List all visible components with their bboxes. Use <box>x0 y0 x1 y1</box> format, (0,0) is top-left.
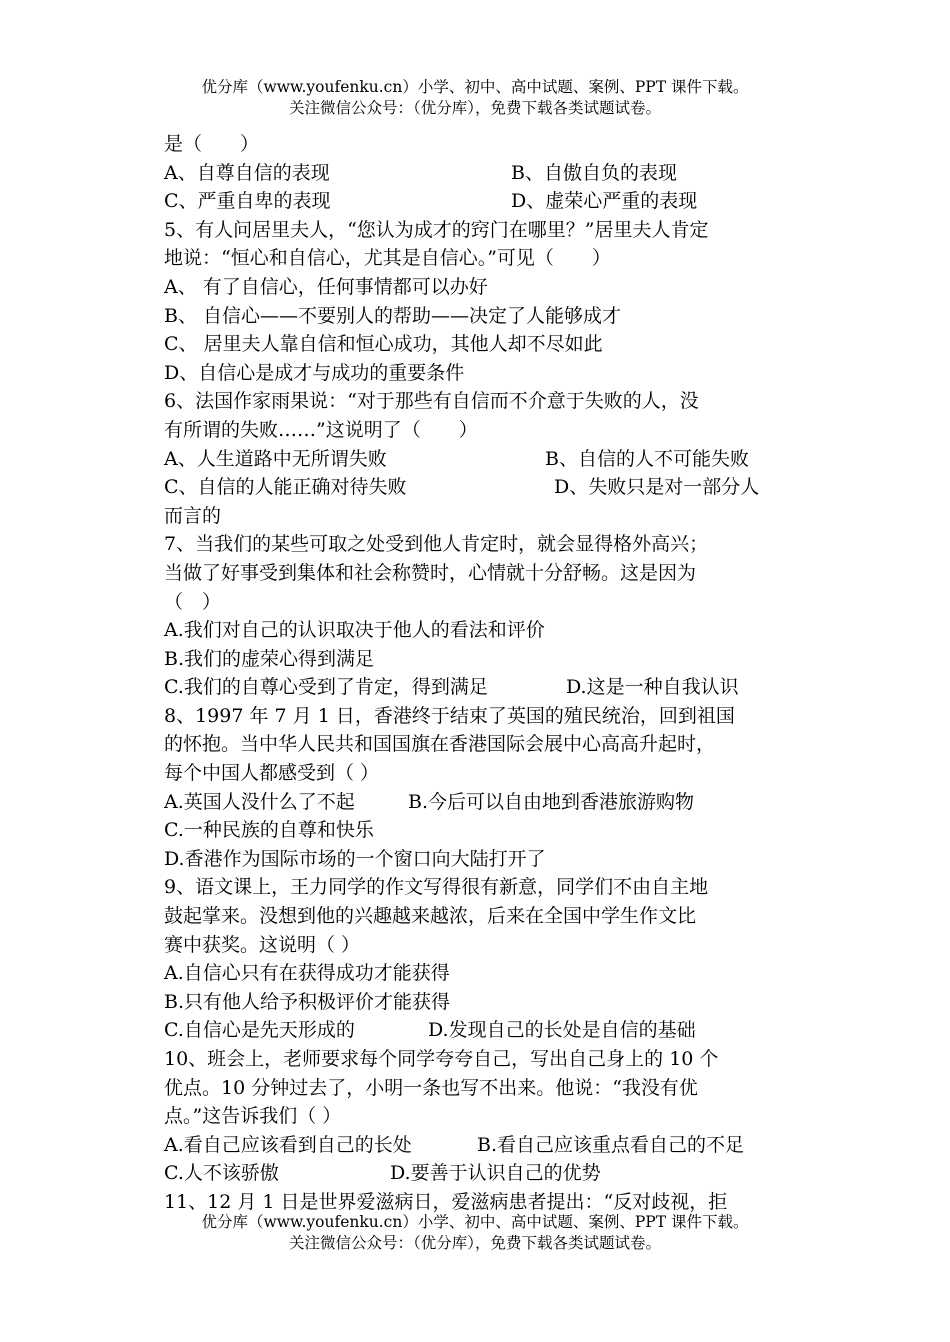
text-line: 6、法国作家雨果说：“对于那些有自信而不介意于失败的人，没 <box>164 390 699 413</box>
text-line: 优点。10 分钟过去了，小明一条也写不出来。他说：“我没有优 <box>164 1076 698 1099</box>
option: B、自傲自负的表现 <box>511 161 677 184</box>
footer-line-1: 优分库（www.youfenku.cn）小学、初中、高中试题、案例、PPT 课件下载。 <box>201 1213 749 1231</box>
header-line-1: 优分库（www.youfenku.cn）小学、初中、高中试题、案例、PPT 课件下载。 <box>201 78 749 96</box>
option: D、虚荣心严重的表现 <box>511 190 698 213</box>
option-row <box>164 445 794 474</box>
option: A.英国人没什么了不起 <box>164 790 355 813</box>
text-line: 地说：“恒心和自信心，尤其是自信心。”可见（ ） <box>164 247 611 270</box>
text-line: 9、语文课上，王力同学的作文写得很有新意，同学们不由自主地 <box>164 876 709 899</box>
option-row <box>164 1016 794 1045</box>
footer-line-2: 关注微信公众号：（优分库），免费下载各类试题试卷。 <box>288 1234 661 1252</box>
option: B.今后可以自由地到香港旅游购物 <box>408 790 695 813</box>
option: A、自尊自信的表现 <box>164 161 330 184</box>
option: B、自信的人不可能失败 <box>545 447 749 470</box>
text-line: 的怀抱。当中华人民共和国国旗在香港国际会展中心高高升起时， <box>164 733 716 756</box>
option-row <box>164 473 794 502</box>
text-line: 赛中获奖。这说明（ ） <box>164 933 361 956</box>
text-line: 10、班会上，老师要求每个同学夸夸自己，写出自己身上的 10 个 <box>164 1048 719 1070</box>
option-row <box>164 1131 794 1160</box>
text-line: A、 有了自信心，任何事情都可以办好 <box>164 275 488 298</box>
page-header <box>0 77 950 119</box>
header-line-2: 关注微信公众号：（优分库），免费下载各类试题试卷。 <box>288 99 661 117</box>
option-row <box>164 159 794 188</box>
text-line: 鼓起掌来。没想到他的兴趣越来越浓，后来在全国中学生作文比 <box>164 905 697 928</box>
page-footer <box>0 1212 950 1254</box>
option-row <box>164 673 794 702</box>
text-line: 5、有人问居里夫人，“您认为成才的窍门在哪里？”居里夫人肯定 <box>164 218 709 241</box>
option-row <box>164 788 794 817</box>
text-line: B.我们的虚荣心得到满足 <box>164 647 375 670</box>
text-line: D、自信心是成才与成功的重要条件 <box>164 361 465 384</box>
option: D.发现自己的长处是自信的基础 <box>428 1019 696 1042</box>
text-line: 每个中国人都感受到（ ） <box>164 762 380 785</box>
text-line: 当做了好事受到集体和社会称赞时，心情就十分舒畅。这是因为 <box>164 561 697 584</box>
text-line: 点。”这告诉我们（ ） <box>164 1105 342 1128</box>
option: C.人不该骄傲 <box>164 1162 279 1185</box>
option: D、失败只是对一部分人 <box>554 476 760 499</box>
option: D.这是一种自我认识 <box>566 676 739 699</box>
text-line: 7、当我们的某些可取之处受到他人肯定时，就会显得格外高兴； <box>164 533 709 556</box>
question-body <box>164 130 794 1217</box>
text-line: 有所谓的失败……”这说明了（ ） <box>164 418 478 441</box>
option: D.要善于认识自己的优势 <box>390 1162 601 1185</box>
option: C、自信的人能正确对待失败 <box>164 476 407 499</box>
text-line: 11、12 月 1 日是世界爱滋病日，爱滋病患者提出：“反对歧视，拒 <box>164 1190 728 1213</box>
option: C、严重自卑的表现 <box>164 190 331 213</box>
text-line: 8、1997 年 7 月 1 日，香港终于结束了英国的殖民统治，回到祖国 <box>164 704 735 727</box>
option-row <box>164 187 794 216</box>
text-line: D.香港作为国际市场的一个窗口向大陆打开了 <box>164 847 546 870</box>
text-line: 是（ ） <box>164 133 260 155</box>
text-line: B、 自信心——不要别人的帮助——决定了人能够成才 <box>164 304 622 327</box>
option: C.我们的自尊心受到了肯定，得到满足 <box>164 676 488 699</box>
option: C.自信心是先天形成的 <box>164 1019 355 1042</box>
text-line: （ ） <box>164 590 222 613</box>
text-line: A.自信心只有在获得成功才能获得 <box>164 962 450 985</box>
text-line: C、 居里夫人靠自信和恒心成功，其他人却不尽如此 <box>164 333 603 356</box>
option: A、人生道路中无所谓失败 <box>164 447 387 470</box>
text-line: B.只有他人给予积极评价才能获得 <box>164 990 451 1013</box>
option: B.看自己应该重点看自己的不足 <box>477 1133 745 1156</box>
option: A.看自己应该看到自己的长处 <box>164 1133 412 1156</box>
option-row <box>164 1159 794 1188</box>
text-line: 而言的 <box>164 504 222 527</box>
text-line: A.我们对自己的认识取决于他人的看法和评价 <box>164 619 545 642</box>
text-line: C.一种民族的自尊和快乐 <box>164 819 374 842</box>
